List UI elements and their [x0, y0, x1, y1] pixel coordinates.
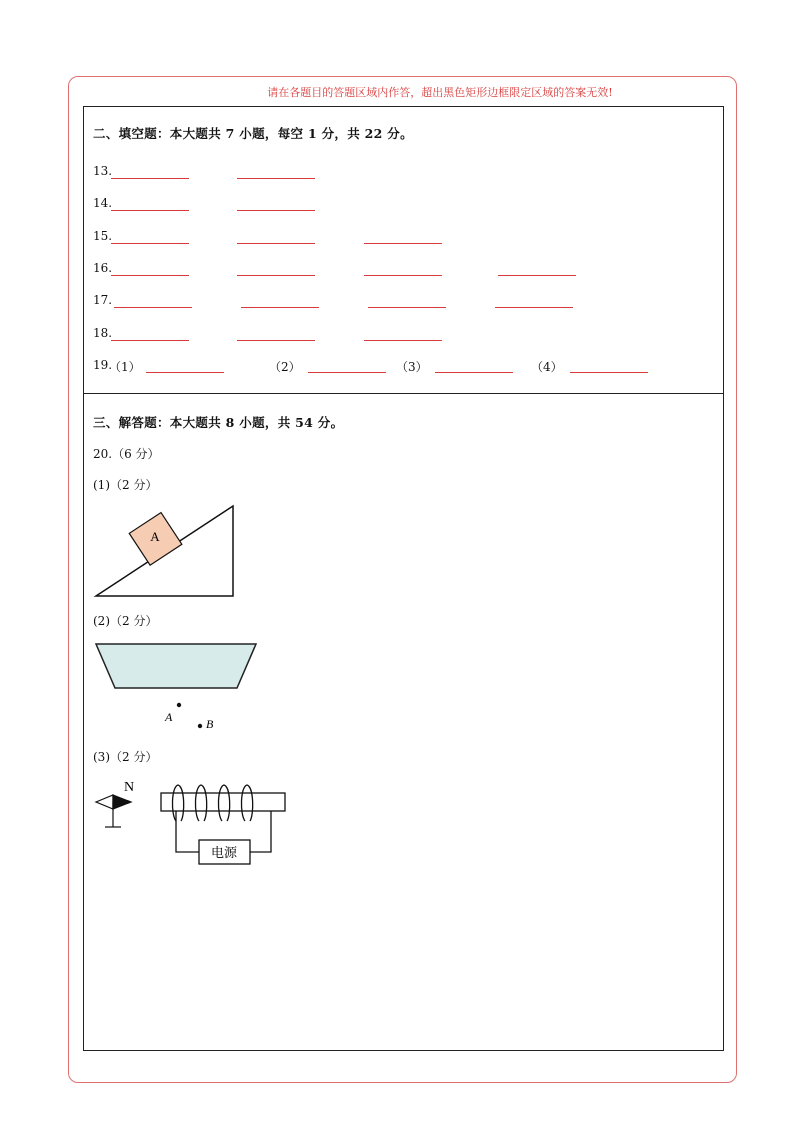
- q19-part2-label: （2）: [269, 360, 301, 374]
- solenoid-figure: [93, 775, 303, 870]
- q15-number: 15.: [93, 229, 113, 243]
- answer-area-notice: 请在各题目的答题区域内作答，超出黑色矩形边框限定区域的答案无效!: [267, 86, 613, 99]
- point-a-label: A: [165, 710, 173, 724]
- q16-blank-4[interactable]: [498, 275, 576, 276]
- section-divider: [83, 393, 724, 394]
- point-b-dot: [198, 724, 202, 728]
- power-source-label: 电源: [210, 846, 238, 861]
- compass-n-label: N: [124, 780, 135, 795]
- q20-label: 20.（6 分）: [93, 447, 160, 461]
- q13-blank-1[interactable]: [111, 178, 189, 179]
- q19-part4-label: （4）: [531, 360, 563, 374]
- q15-blank-1[interactable]: [111, 243, 189, 244]
- q19-blank-1[interactable]: [146, 372, 224, 373]
- q16-blank-3[interactable]: [364, 275, 442, 276]
- q13-blank-2[interactable]: [237, 178, 315, 179]
- q15-blank-2[interactable]: [237, 243, 315, 244]
- q19-blank-4[interactable]: [570, 372, 648, 373]
- glass-prism-figure: [93, 640, 263, 735]
- q14-number: 14.: [93, 196, 113, 210]
- q15-blank-3[interactable]: [364, 243, 442, 244]
- q20-part2-label: (2)（2 分）: [93, 614, 158, 628]
- q20-part1-label: (1)（2 分）: [93, 478, 158, 492]
- glass-prism: [96, 644, 256, 688]
- q17-blank-2[interactable]: [241, 307, 319, 308]
- q20-part3-label: (3)（2 分）: [93, 750, 158, 764]
- q19-number: 19.: [93, 358, 113, 372]
- q17-number: 17.: [93, 293, 113, 307]
- q19-blank-3[interactable]: [435, 372, 513, 373]
- q14-blank-1[interactable]: [111, 210, 189, 211]
- iron-core: [161, 793, 285, 811]
- q13-number: 13.: [93, 164, 113, 178]
- section3-title: 三、解答题：本大题共 8 小题，共 54 分。: [93, 415, 344, 430]
- q18-blank-1[interactable]: [111, 340, 189, 341]
- compass-needle: [96, 795, 131, 827]
- q16-blank-2[interactable]: [237, 275, 315, 276]
- q17-blank-1[interactable]: [114, 307, 192, 308]
- q17-blank-4[interactable]: [495, 307, 573, 308]
- incline-figure: [93, 503, 238, 599]
- q18-blank-2[interactable]: [237, 340, 315, 341]
- q18-blank-3[interactable]: [364, 340, 442, 341]
- q19-part1-label: （1）: [109, 360, 141, 374]
- q19-blank-2[interactable]: [308, 372, 386, 373]
- point-b-label: B: [206, 717, 214, 731]
- q18-number: 18.: [93, 326, 113, 340]
- q16-blank-1[interactable]: [111, 275, 189, 276]
- q16-number: 16.: [93, 261, 113, 275]
- block-a-label: A: [150, 529, 160, 544]
- q14-blank-2[interactable]: [237, 210, 315, 211]
- section2-title: 二、填空题：本大题共 7 小题，每空 1 分，共 22 分。: [93, 126, 413, 141]
- q19-part3-label: （3）: [396, 360, 428, 374]
- q17-blank-3[interactable]: [368, 307, 446, 308]
- point-a-dot: [177, 703, 181, 707]
